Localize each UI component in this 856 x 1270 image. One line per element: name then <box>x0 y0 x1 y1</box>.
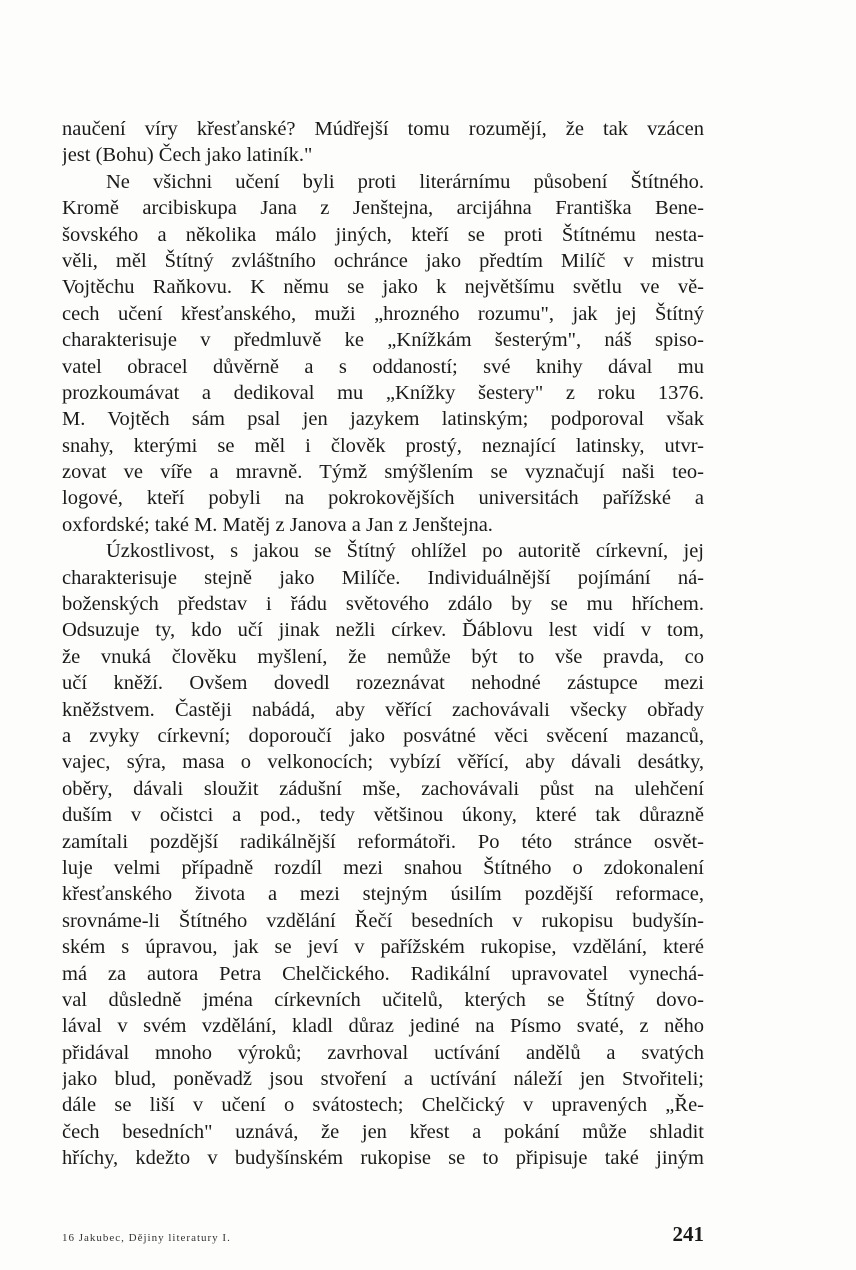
text-line: charakterisuje v předmluvě ke „Knížkám šesterým", náš spiso- <box>62 329 704 352</box>
text-line: M. Vojtěch sám psal jen jazykem latinským; podporoval však <box>62 408 704 431</box>
text-line: má za autora Petra Chelčického. Radikální upravovatel vynechá- <box>62 962 704 985</box>
text-line: cech učení křesťanského, muži „hrozného rozumu", jak jej Štítný <box>62 302 704 325</box>
text-line: šovského a několika málo jiných, kteří se proti Štítnému nesta- <box>62 223 704 246</box>
text-line: věli, měl Štítný zvláštního ochránce jako předtím Milíč v mistru <box>62 249 704 272</box>
text-line: vajec, sýra, masa o velkonocích; vybízí věřící, aby dávali desátky, <box>62 751 704 774</box>
text-line: ském s úpravou, jak se jeví v pařížském rukopise, vzdělání, které <box>62 936 704 959</box>
text-line: oxfordské; také M. Matěj z Janova a Jan z Jenštejna. <box>62 513 493 536</box>
text-line: duším v očistci a pod., tedy většinou úkony, které tak důrazně <box>62 804 704 827</box>
text-line: hříchy, kdežto v budyšínském rukopise se to připisuje také jiným <box>62 1147 704 1170</box>
page-number: 241 <box>672 1222 704 1246</box>
text-line: luje velmi případně rozdíl mezi snahou Štítného o zdokonalení <box>62 856 704 879</box>
text-line: dále se liší v učení o svátostech; Chelčický v upravených „Ře- <box>62 1094 704 1117</box>
text-line: val důsledně jména církevních učitelů, kterých se Štítný dovo- <box>62 988 704 1011</box>
text-line: že vnuká člověku myšlení, že nemůže být to vše pravda, co <box>62 645 704 668</box>
text-line: Úzkostlivost, s jakou se Štítný ohlížel po autoritě církevní, jej <box>106 540 704 563</box>
text-line: naučení víry křesťanské? Múdřejší tomu rozumějí, že tak vzácen <box>62 118 704 140</box>
text-line: zovat ve víře a mravně. Týmž smýšlením se vyznačují naši teo- <box>62 461 704 484</box>
text-line: kněžstvem. Častěji nabádá, aby věřící zachovávali všecky obřady <box>62 698 704 721</box>
text-line: boženských představ i řádu světového zdálo by se mu hříchem. <box>62 593 704 616</box>
text-line: snahy, kterými se měl i člověk prostý, neznající latinsky, utvr- <box>62 434 704 457</box>
text-line: lával v svém vzdělání, kladl důraz jediné na Písmo svaté, z něho <box>62 1015 704 1038</box>
text-line: Odsuzuje ty, kdo učí jinak nežli církev. Ďáblovu lest vidí v tom, <box>62 619 704 642</box>
text-line: oběry, dávali sloužit zádušní mše, zachovávali půst na ulehčení <box>62 777 704 800</box>
text-line: prozkoumávat a dedikoval mu „Knížky šestery" z roku 1376. <box>62 381 704 404</box>
text-line: srovnáme-li Štítného vzdělání Řečí besedních v rukopisu budyšín- <box>62 909 704 932</box>
text-line: přidával mnoho výroků; zavrhoval uctívání andělů a svatých <box>62 1041 704 1064</box>
text-line: charakterisuje stejně jako Milíče. Individuálnější pojímání ná- <box>62 566 704 589</box>
printer-signature: 16 Jakubec, Dějiny literatury I. <box>62 1232 231 1244</box>
text-line: Ne všichni učení byli proti literárnímu působení Štítného. <box>106 170 704 193</box>
page-footer <box>62 1222 704 1252</box>
text-line: Kromě arcibiskupa Jana z Jenštejna, arcijáhna Františka Bene- <box>62 197 704 220</box>
text-line: křesťanského života a mezi stejným úsilím pozdější reformace, <box>62 883 704 906</box>
text-line: Vojtěchu Raňkovu. K němu se jako k největšímu světlu ve vě- <box>62 276 704 299</box>
text-line: čech besedních" uznává, že jen křest a pokání může shladit <box>62 1120 704 1143</box>
text-line: a zvyky církevní; doporoučí jako posvátné věci svěcení mazanců, <box>62 724 704 747</box>
text-line: vatel obracel důvěrně a s oddaností; své knihy dával mu <box>62 355 704 378</box>
text-line: učí kněží. Ovšem dovedl rozeznávat nehodné zástupce mezi <box>62 672 704 695</box>
text-line: jako blud, poněvadž jsou stvoření a uctívání náleží jen Stvořiteli; <box>62 1068 704 1091</box>
text-line: zamítali pozdější radikálnější reformátoři. Po této stránce osvět- <box>62 830 704 853</box>
body-text <box>62 116 704 1172</box>
text-line: logové, kteří pobyli na pokrokovějších universitách pařížské a <box>62 487 704 510</box>
text-line: jest (Bohu) Čech jako latiník." <box>62 144 313 167</box>
